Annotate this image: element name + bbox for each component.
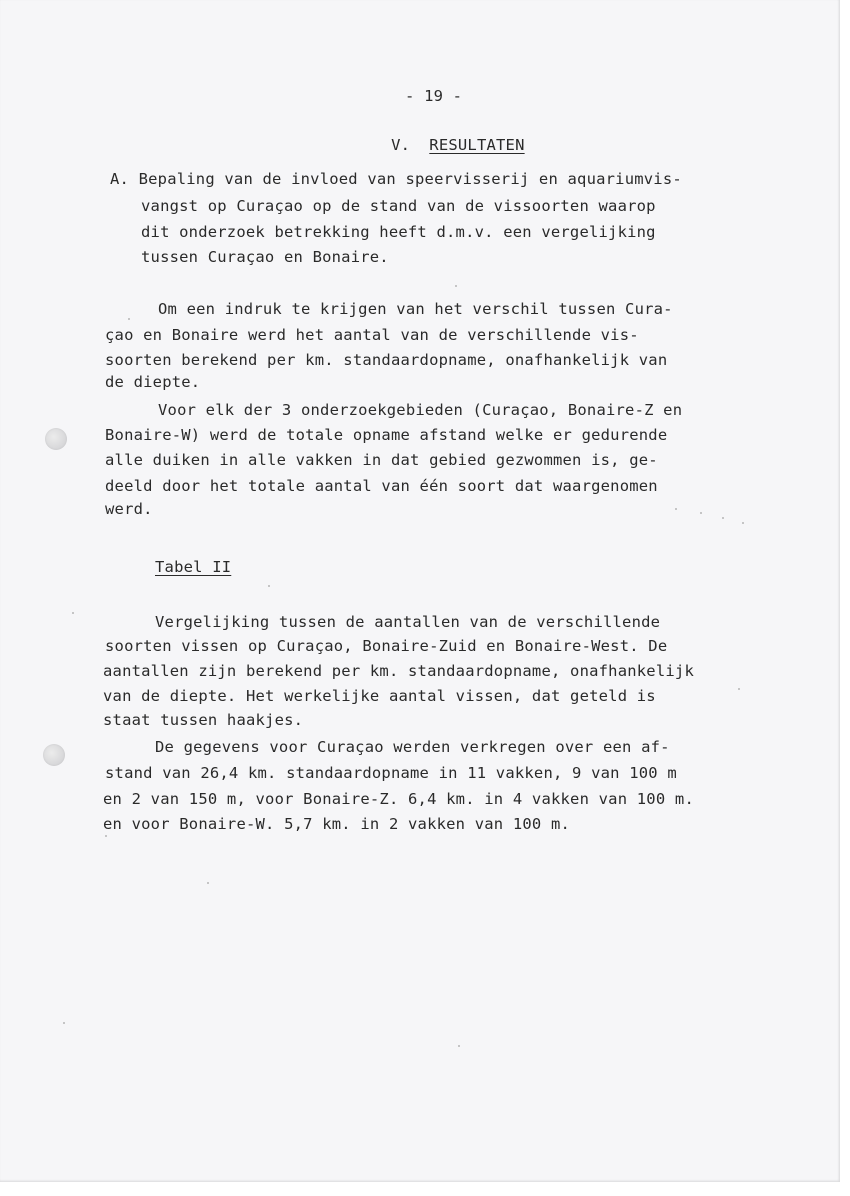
paper-speck <box>738 688 740 690</box>
paragraph-2-line: alle duiken in alle vakken in dat gebied gezwommen is, ge- <box>105 451 658 469</box>
paragraph-1-line: soorten berekend per km. standaardopname, onafhankelijk van <box>105 351 668 369</box>
paragraph-2-line: werd. <box>105 500 153 518</box>
paper-speck <box>128 318 130 320</box>
chapter-heading <box>353 118 525 172</box>
paragraph-2-line: Bonaire-W) werd de totale opname afstand welke er gedurende <box>105 426 668 444</box>
paper-speck <box>742 522 744 524</box>
section-a-line: A. Bepaling van de invloed van speervisserij en aquariumvis- <box>110 170 682 188</box>
paragraph-3-line: Vergelijking tussen de aantallen van de verschillende <box>155 613 661 631</box>
section-a-line: tussen Curaçao en Bonaire. <box>141 248 389 266</box>
paragraph-4-line: De gegevens voor Curaçao werden verkregen over een af- <box>155 738 670 756</box>
paragraph-2-line: Voor elk der 3 onderzoekgebieden (Curaçao, Bonaire-Z en <box>158 401 683 419</box>
paragraph-1-line: Om een indruk te krijgen van het verschil tussen Cura- <box>158 300 673 318</box>
paragraph-2-line: deeld door het totale aantal van één soort dat waargenomen <box>105 477 658 495</box>
paper-speck <box>675 508 677 510</box>
paragraph-4-line: stand van 26,4 km. standaardopname in 11 vakken, 9 van 100 m <box>105 764 677 782</box>
paragraph-4-line: en 2 van 150 m, voor Bonaire-Z. 6,4 km. in 4 vakken van 100 m. <box>103 790 694 808</box>
paragraph-3-line: aantallen zijn berekend per km. standaardopname, onafhankelijk <box>103 662 694 680</box>
page-number: - 19 - <box>405 87 463 105</box>
paper-speck <box>63 1022 65 1024</box>
section-a-line: dit onderzoek betrekking heeft d.m.v. een vergelijking <box>141 223 656 241</box>
paper-speck <box>105 835 107 837</box>
paragraph-1-line: çao en Bonaire werd het aantal van de verschillende vis- <box>105 326 639 344</box>
paragraph-3-line: van de diepte. Het werkelijke aantal vissen, dat geteld is <box>103 687 656 705</box>
table-heading: Tabel II <box>155 558 232 576</box>
section-a-line: vangst op Curaçao op de stand van de vissoorten waarop <box>141 197 656 215</box>
paper-speck <box>455 285 457 287</box>
chapter-numeral: V. <box>391 136 411 154</box>
paper-speck <box>72 612 74 614</box>
paragraph-4-line: en voor Bonaire-W. 5,7 km. in 2 vakken van 100 m. <box>103 815 571 833</box>
punch-hole-top <box>45 428 67 450</box>
paper-speck <box>458 1045 460 1047</box>
paragraph-1-line: de diepte. <box>105 373 201 391</box>
chapter-title: RESULTATEN <box>429 136 525 154</box>
paper-speck <box>700 512 702 514</box>
paragraph-3-line: staat tussen haakjes. <box>103 711 304 729</box>
paragraph-3-line: soorten vissen op Curaçao, Bonaire-Zuid en Bonaire-West. De <box>105 637 668 655</box>
paper-speck <box>207 882 209 884</box>
paper-speck <box>268 585 270 587</box>
punch-hole-bottom <box>43 744 65 766</box>
paper-speck <box>722 517 724 519</box>
